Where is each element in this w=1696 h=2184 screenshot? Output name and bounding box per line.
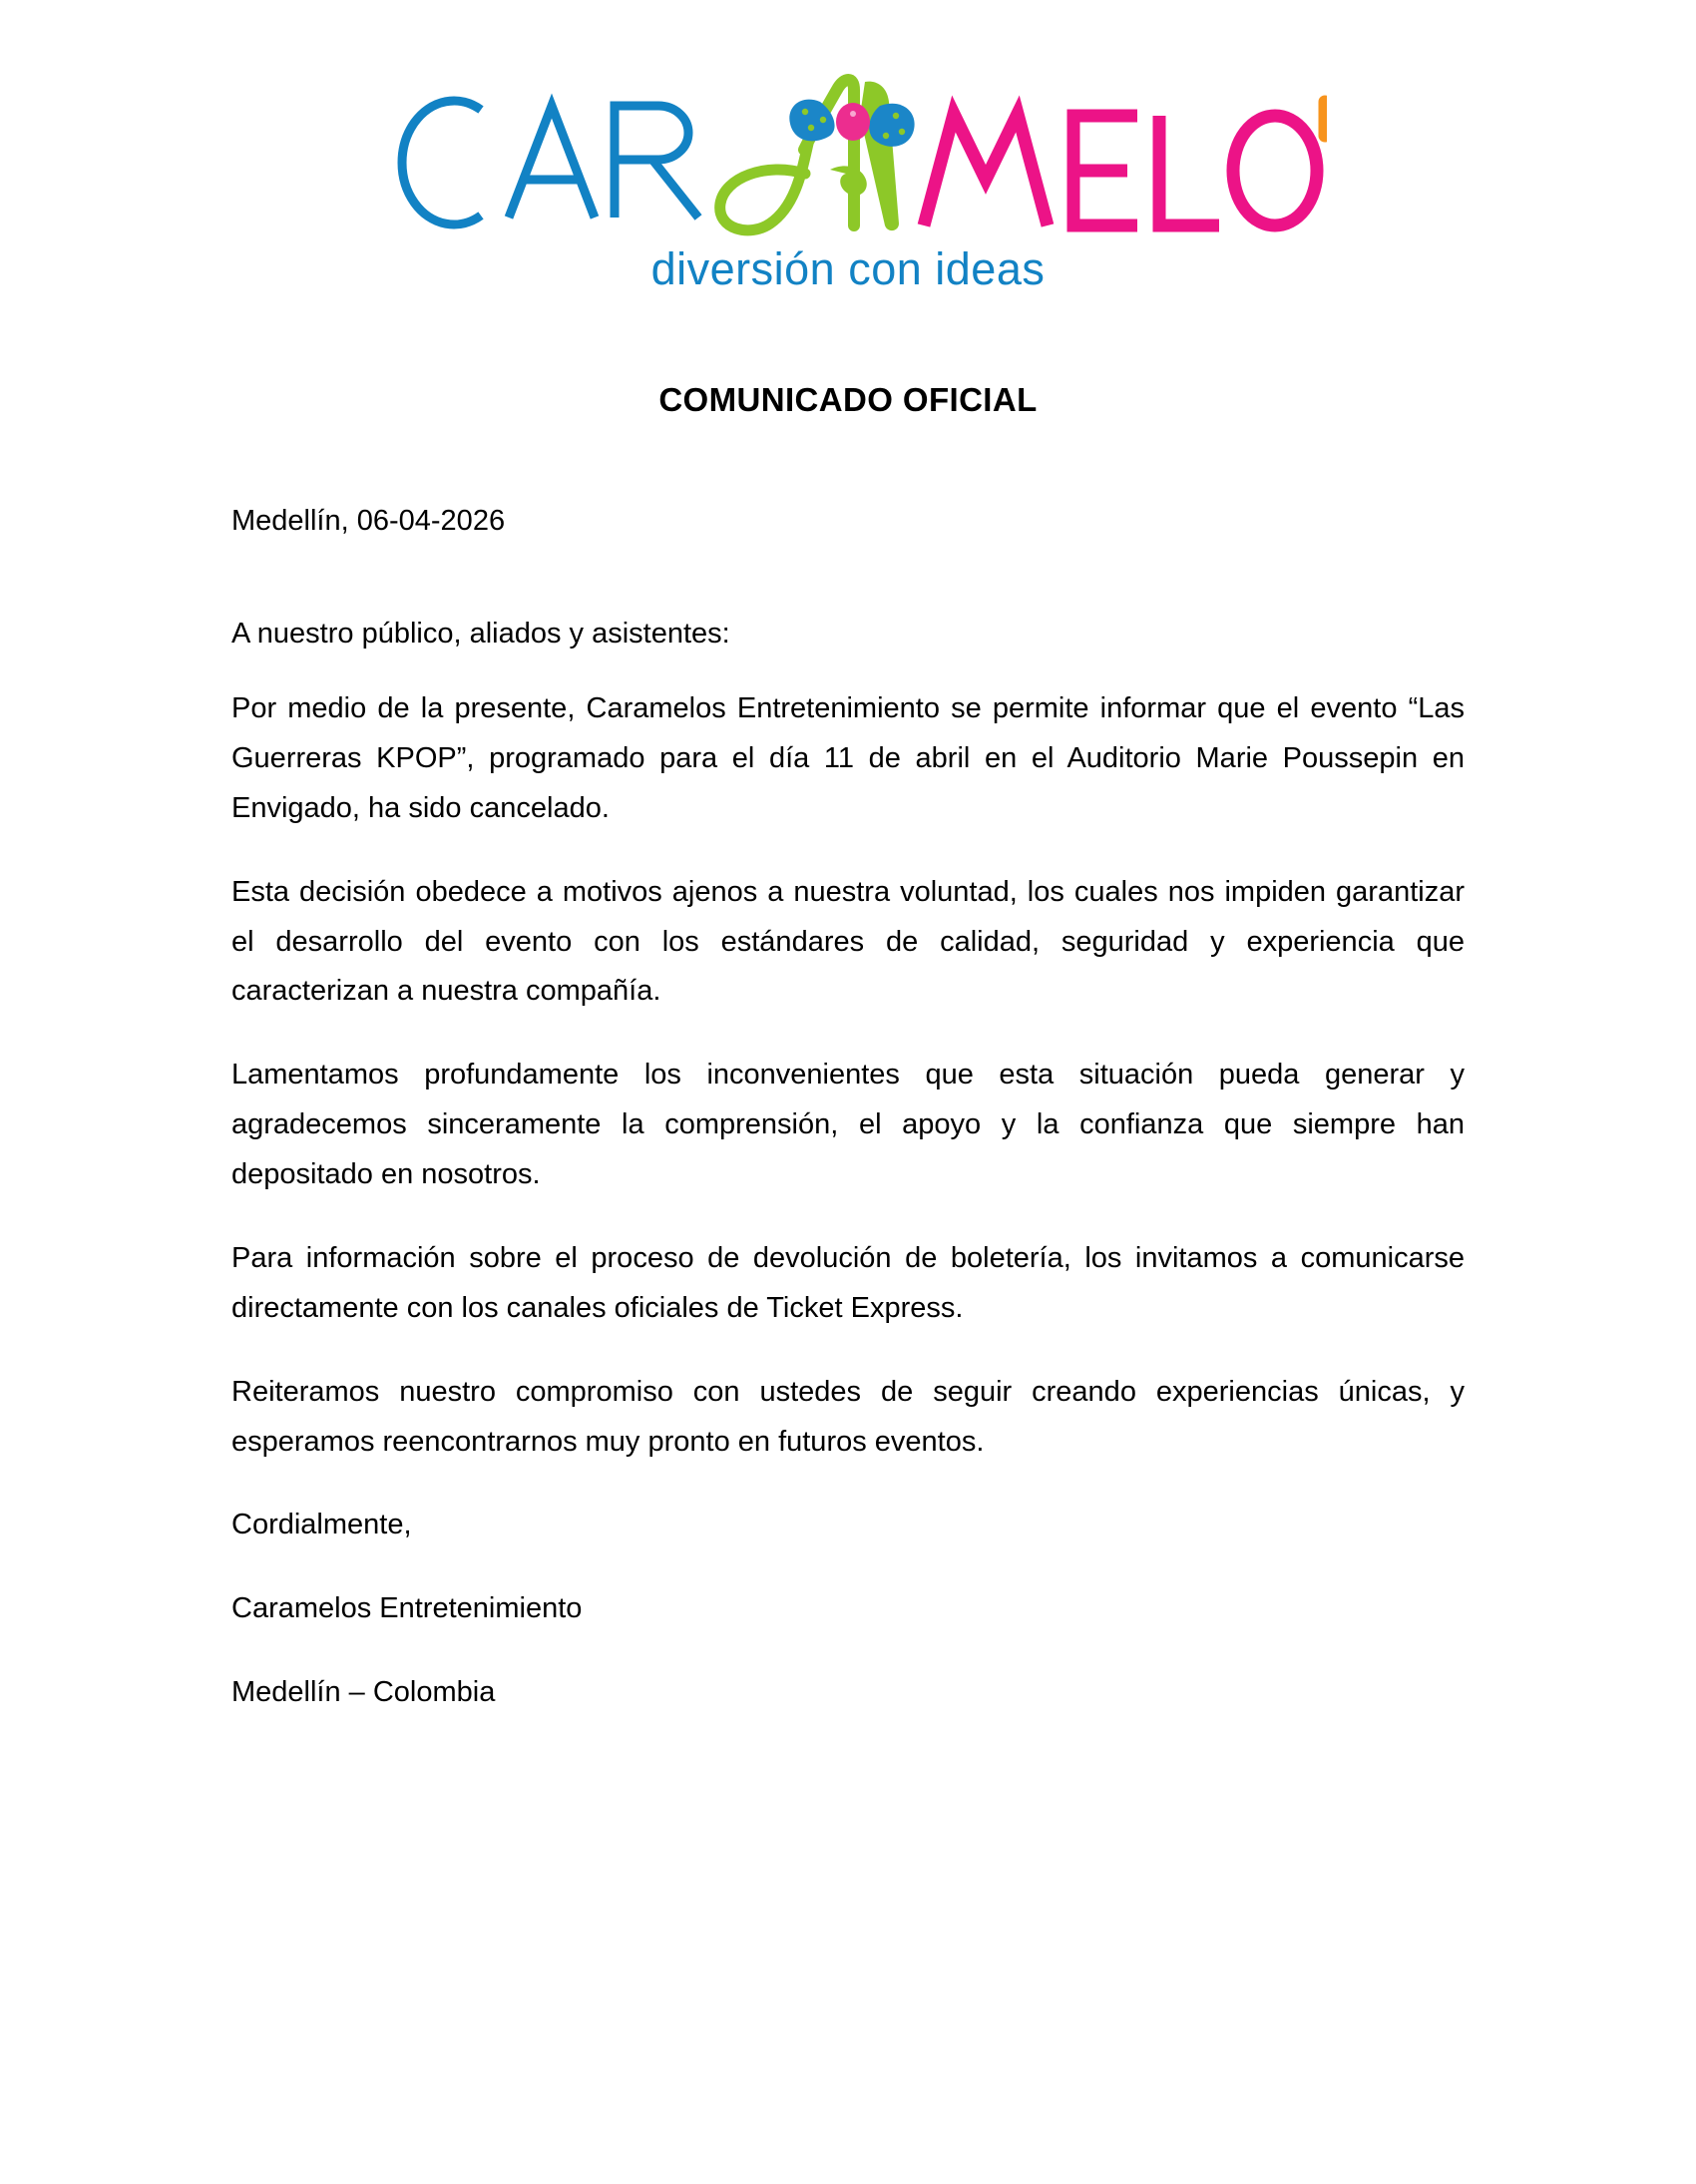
- salutation-line: A nuestro público, aliados y asistentes:: [231, 618, 730, 650]
- paragraph-4: Para información sobre el proceso de devolución de boletería, los invitamos a comunicarse directamente con los canales oficiales de Ticket Express.: [231, 1241, 1465, 1324]
- brand-logo: [0, 0, 1696, 295]
- date-line: Medellín, 06-04-2026: [231, 505, 506, 537]
- paragraph-1: Por medio de la presente, Caramelos Entretenimiento se permite informar que el evento “Las Guerreras KPOP”, programado para el día 11 de abril en el Auditorio Marie Poussepin en Envigado, ha sido cancelado.: [231, 692, 1465, 824]
- paragraph-5: Reiteramos nuestro compromiso con ustedes de seguir creando experiencias únicas, y esperamos reencontrarnos muy pronto en futuros eventos.: [231, 1375, 1465, 1458]
- closing-location: Medellín – Colombia: [231, 1676, 496, 1709]
- paragraph-2: Esta decisión obedece a motivos ajenos a nuestra voluntad, los cuales nos impiden garantizar el desarrollo del evento con los estándares de calidad, seguridad y experiencia que caracterizan a nuestra compañía.: [231, 875, 1465, 1008]
- document-body: [0, 381, 1696, 1718]
- closing-company: Caramelos Entretenimiento: [231, 1592, 583, 1625]
- brand-tagline: diversión con ideas: [650, 243, 1046, 294]
- paragraph-3: Lamentamos profundamente los inconvenientes que esta situación pueda generar y agradecemos sinceramente la comprensión, el apoyo y la confianza que siempre han depositado en nosotros.: [231, 1059, 1465, 1190]
- caramelos-logo-mark: [369, 58, 1327, 237]
- page-title: COMUNICADO OFICIAL: [658, 381, 1038, 418]
- closing-salutation: Cordialmente,: [231, 1509, 412, 1541]
